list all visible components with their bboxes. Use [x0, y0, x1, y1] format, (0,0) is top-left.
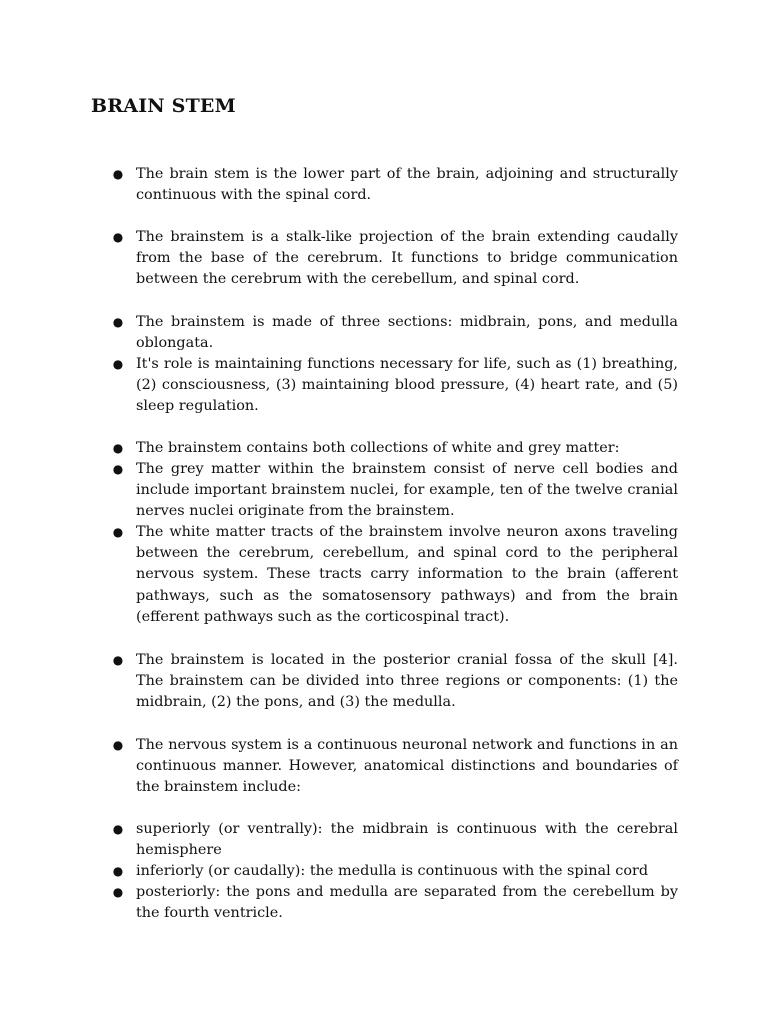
bullet-icon: ●	[112, 315, 124, 329]
bullet-icon: ●	[112, 230, 124, 244]
list-item: It's role is maintaining functions necessary for life, such as (1) breathing, (2) consciousness, (3) maintaining blood pressure, (4) heart rate, and (5) sleep regulation.	[136, 356, 678, 415]
bullet-icon: ●	[112, 738, 124, 752]
list-item: The brain stem is the lower part of the brain, adjoining and structurally continuous with the spinal cord.	[136, 166, 678, 204]
list-item: The nervous system is a continuous neuronal network and functions in an continuous manner. However, anatomical distinctions and boundaries of the brainstem include:	[136, 737, 678, 796]
bullet-icon: ●	[112, 822, 124, 836]
bullet-icon: ●	[112, 167, 124, 181]
list-item: The brainstem is made of three sections: midbrain, pons, and medulla oblongata.	[136, 314, 678, 352]
list-item: inferiorly (or caudally): the medulla is continuous with the spinal cord	[136, 863, 649, 879]
list-item: The brainstem is a stalk-like projection of the brain extending caudally from the base of the cerebrum. It functions to bridge communication between the cerebrum with the cerebellum, and spinal cord.	[136, 229, 678, 288]
list-item: The grey matter within the brainstem consist of nerve cell bodies and include important brainstem nuclei, for example, ten of the twelve cranial nerves nuclei originate from the brainstem.	[136, 461, 678, 520]
list-item: The brainstem is located in the posterior cranial fossa of the skull [4]. The brainstem can be divided into three regions or components: (1) the midbrain, (2) the pons, and (3) the medulla.	[136, 652, 678, 711]
bullet-icon: ●	[112, 864, 124, 878]
bullet-icon: ●	[112, 885, 124, 899]
bullet-icon: ●	[112, 357, 124, 371]
list-item: posteriorly: the pons and medulla are separated from the cerebellum by the fourth ventricle.	[136, 884, 678, 922]
list-item: The white matter tracts of the brainstem involve neuron axons traveling between the cerebrum, cerebellum, and spinal cord to the peripheral nervous system. These tracts carry information to the brain (afferent pathways, such as the somatosensory pathways) and from the brain (efferent pathways such as the corticospinal tract).	[136, 524, 678, 625]
bullet-icon: ●	[112, 462, 124, 476]
bullet-icon: ●	[112, 525, 124, 539]
list-item: The brainstem contains both collections of white and grey matter:	[136, 440, 620, 456]
list-item: superiorly (or ventrally): the midbrain is continuous with the cerebral hemisphere	[136, 821, 678, 859]
page-title: BRAIN STEM	[91, 95, 236, 117]
bullet-icon: ●	[112, 441, 124, 455]
bullet-icon: ●	[112, 653, 124, 667]
